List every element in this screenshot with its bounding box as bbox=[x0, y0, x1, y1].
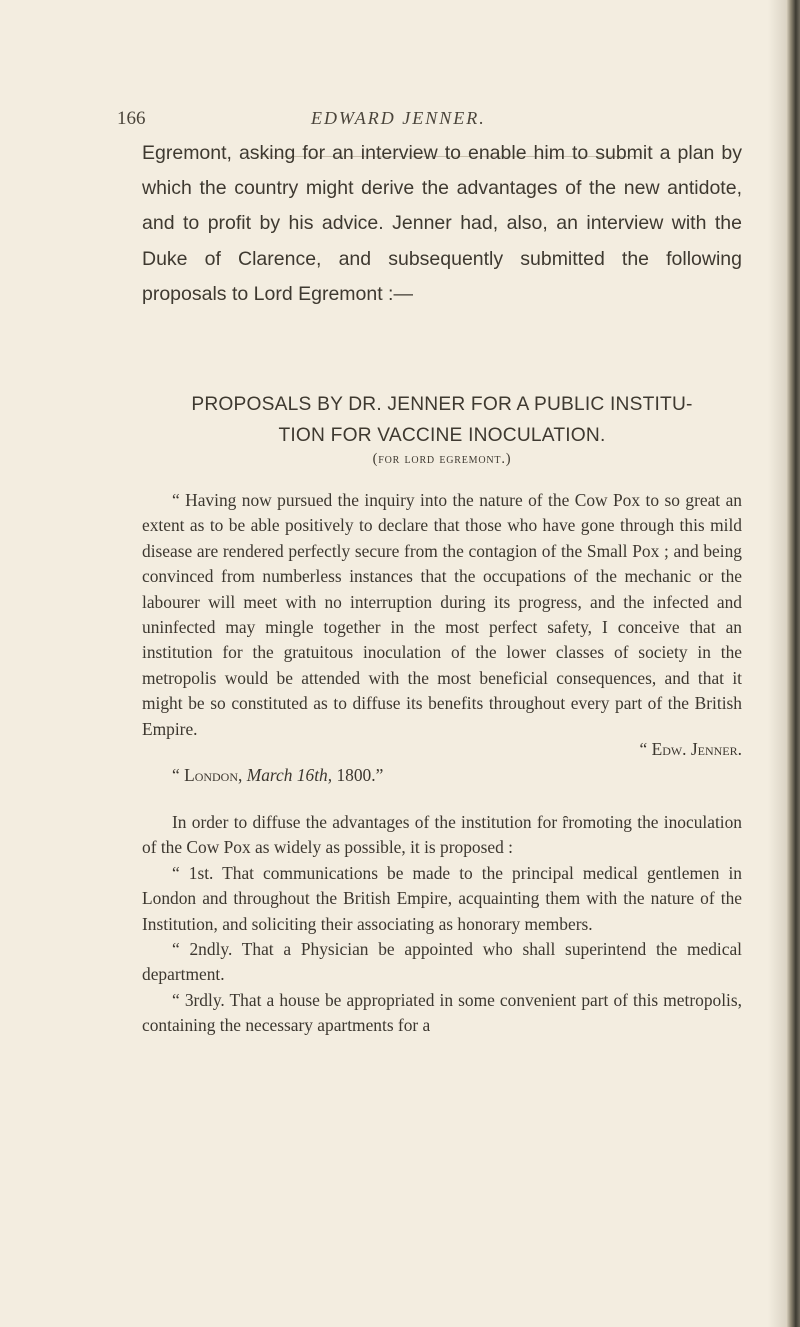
page-number: 166 bbox=[117, 108, 146, 129]
letter-signature: “ Edw. Jenner. bbox=[639, 739, 742, 759]
section-subheading: (for lord egremont.) bbox=[372, 451, 512, 467]
date-year: 1800.” bbox=[336, 765, 384, 785]
section-heading bbox=[142, 389, 742, 451]
running-title: EDWARD JENNER. bbox=[311, 108, 486, 128]
heading-line-2: TION FOR VACCINE INOCULATION. bbox=[278, 425, 606, 446]
paragraph-first: “ 1st. That communications be made to the principal medical gentlemen in London and throughout the British Empire, acquainting them with the nature of the Institution, and soliciting their associating as honorary members. bbox=[142, 862, 742, 934]
date-day: 16th, bbox=[296, 765, 333, 785]
paragraph-intro: In order to diffuse the advantages of the institution for ȓromoting the inoculation of the Cow Pox as widely as possible, it is proposed : bbox=[142, 812, 742, 858]
letter-dateline bbox=[172, 765, 732, 786]
letter-body: “ Having now pursued the inquiry into the nature of the Cow Pox to so great an extent as to be able positively to declare that those who have gone through this mild disease are rendered perfectly secure from the contagion of the Small Pox ; and being convinced from numberless instances that the occupations of the mechanic or the labourer will meet with no interruption during its progress, and the infected and uninfected may mingle together in the most perfect safety, I conceive that an institution for the gratuitous inoculation of the lower classes of society in the metropolis would be attended with the most beneficial consequences, and that it might be so constituted as to diffuse its benefits throughout every part of the British Empire. bbox=[142, 490, 742, 739]
running-head bbox=[0, 108, 800, 134]
paragraph-third: “ 3rdly. That a house be appropriated in some convenient part of this metropolis, containing the necessary apartments for a bbox=[142, 989, 742, 1036]
paragraph-second: “ 2ndly. That a Physician be appointed who shall superintend the medical department. bbox=[142, 939, 742, 985]
page-edge bbox=[786, 0, 800, 1327]
date-month: March bbox=[246, 765, 293, 785]
date-place: “ London, bbox=[172, 765, 243, 785]
heading-line-1: PROPOSALS BY DR. JENNER FOR A PUBLIC INSTITU- bbox=[191, 394, 693, 415]
quoted-letter bbox=[142, 488, 742, 742]
intro-paragraph: Egremont, asking for an interview to enable him to submit a plan by which the country might derive the advantages of the new antidote, and to profit by his advice. Jenner had, also, an interview with the Duke of Clarence, and subsequently submitted the following proposals to Lord Egremont :— bbox=[142, 142, 742, 305]
page-gutter-shadow bbox=[768, 0, 786, 1327]
body-text bbox=[142, 810, 742, 1039]
